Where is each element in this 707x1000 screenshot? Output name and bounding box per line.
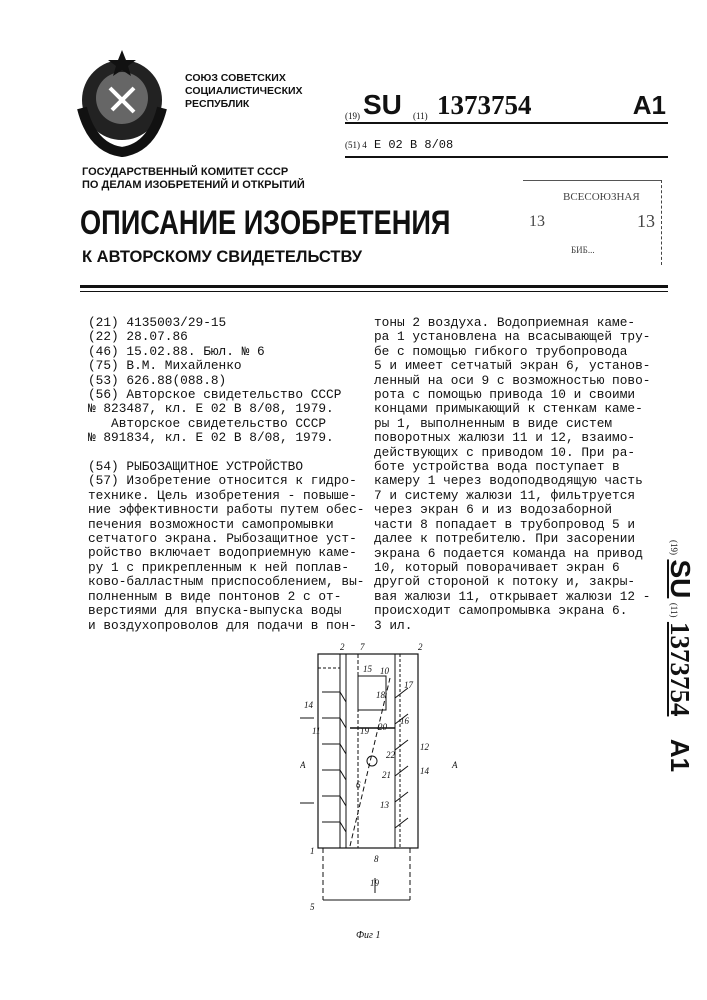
text-line: 7 и систему жалюзи 11, фильтруется [374,489,650,503]
figure-label: A [300,760,306,770]
text-line: боте устройства вода поступает в [374,460,650,474]
text-line: ры 1, выполненным в виде систем [374,417,650,431]
text-line: и воздухопроволов для подачи в пон- [88,619,364,633]
text-line: сетчатого экрана. Рыбозащитное уст- [88,532,364,546]
document-subtitle: К АВТОРСКОМУ СВИДЕТЕЛЬСТВУ [82,248,362,267]
patent-number: 1373754 [437,90,532,121]
text-line: поворотных жалюзи 11 и 12, взаимо- [374,431,650,445]
committee-name [82,166,305,192]
text-line: рота с помощью привода 10 и своими [374,388,650,402]
figure-label: 12 [420,742,430,752]
country-code: SU [665,559,696,598]
figure-label: 1 [310,846,315,856]
figure-label: 13 [380,800,390,810]
figure-label: 14 [420,766,430,776]
text-line: камеру 1 через водоподводящую часть [374,474,650,488]
figure-label: 16 [400,716,410,726]
text-line: (46) 15.02.88. Бюл. № 6 [88,345,364,359]
figure-label: 17 [404,680,414,690]
text-line: далее к потребителю. При засорении [374,532,650,546]
text-line: ру 1 с прикрепленным к ней поплав- [88,561,364,575]
text-line: (53) 626.88(088.8) [88,374,364,388]
publication-number [345,88,668,124]
inid-19: (19) [345,111,360,121]
inid-11: (11) [669,603,679,618]
text-line: действующих с приводом 10. При ра- [374,446,650,460]
figure-label: 20 [378,722,388,732]
figure-label: 18 [376,690,386,700]
figure-caption: Фиг 1 [356,930,380,941]
text-line [88,446,364,460]
figure-label: 22 [386,750,396,760]
text-line: бе с помощью гибкого трубопровода [374,345,650,359]
inid-11: (11) [413,111,428,121]
figure-label: 19 [360,726,370,736]
text-line: экрана 6 подается команда на привод [374,547,650,561]
figure-label: A [451,760,458,770]
figure-1-drawing [300,638,460,928]
kind-code: A1 [665,739,695,772]
text-line: печения возможности самопромывки [88,518,364,532]
ipc-code: E 02 B 8/08 [374,138,453,152]
text-line: (54) РЫБОЗАЩИТНОЕ УСТРОЙСТВО [88,460,364,474]
figure-label: 2 [340,642,345,652]
side-publication-number [640,540,707,840]
org-line: РЕСПУБЛИК [185,98,303,111]
country-code: SU [363,89,402,121]
text-line: концами примыкающий к стенкам каме- [374,402,650,416]
text-line: ра 1 установлена на всасывающей тру- [374,330,650,344]
kind-code: A1 [633,90,666,121]
text-line: 5 и имеет сетчатый экран 6, установ- [374,359,650,373]
text-line: 10, который поворачивает экран 6 [374,561,650,575]
figure-label: 14 [304,700,314,710]
text-line: (56) Авторское свидетельство СССР [88,388,364,402]
bibliographic-column [88,316,364,633]
text-line: ройство включает водоприемную каме- [88,546,364,560]
figure-label: 21 [382,770,391,780]
org-line: СОЮЗ СОВЕТСКИХ [185,72,303,85]
figure-label: 11 [312,726,320,736]
text-line: технике. Цель изобретения - повыше- [88,489,364,503]
figure-label: 2 [418,642,423,652]
text-line: № 823487, кл. Е 02 В 8/08, 1979. [88,402,364,416]
text-line: ленный на оси 9 с возможностью пово- [374,374,650,388]
stamp-text: БИБ... [571,245,595,255]
text-line: вая жалюзи 11, открывает жалюзи 12 - [374,590,650,604]
abstract-column [374,316,650,633]
org-line: СОЦИАЛИСТИЧЕСКИХ [185,85,303,98]
text-line: 3 ил. [374,619,650,633]
stamp-text: 13 [637,211,655,232]
figure-label: 7 [360,642,365,652]
text-line: ние эффективности работы путем обес- [88,503,364,517]
figure-label: 5 [310,902,315,912]
divider [80,285,668,288]
figure-label: 19 [370,878,380,888]
library-stamp [523,180,662,265]
text-line: (57) Изобретение относится к гидро- [88,474,364,488]
inid-19: (19) [669,540,679,555]
text-line: через экран 6 и из водозаборной [374,503,650,517]
text-line: верстиями для впуска-выпуска воды [88,604,364,618]
text-line: полненным в виде понтонов 2 с от- [88,590,364,604]
committee-line: ПО ДЕЛАМ ИЗОБРЕТЕНИЙ И ОТКРЫТИЙ [82,179,305,192]
text-line: ково-балластным приспособлением, вы- [88,575,364,589]
document-title: ОПИСАНИЕ ИЗОБРЕТЕНИЯ [80,204,450,243]
ipc-classification [345,138,668,158]
ussr-emblem-icon [72,48,172,160]
text-line: (22) 28.07.86 [88,330,364,344]
text-line: части 8 попадает в трубопровод 5 и [374,518,650,532]
patent-page [0,0,707,1000]
text-line: происходит самопромывка экрана 6. [374,604,650,618]
committee-line: ГОСУДАРСТВЕННЫЙ КОМИТЕТ СССР [82,166,305,179]
figure-label: 6 [356,780,361,790]
figure-label: 15 [363,664,373,674]
stamp-text: 13 [529,213,545,231]
stamp-text: ВСЕСОЮЗНАЯ [563,191,640,203]
org-name [185,72,303,111]
patent-number: 1373754 [665,622,695,717]
text-line: Авторское свидетельство СССР [88,417,364,431]
inid-51: (51) 4 [345,140,367,150]
text-line: (21) 4135003/29-15 [88,316,364,330]
text-line: (75) В.М. Михайленко [88,359,364,373]
text-line: № 891834, кл. Е 02 В 8/08, 1979. [88,431,364,445]
figure-label: 8 [374,854,379,864]
figure-label: 10 [380,666,390,676]
text-line: другой стороной к потоку и, закры- [374,575,650,589]
divider [80,291,668,292]
text-line: тоны 2 воздуха. Водоприемная каме- [374,316,650,330]
